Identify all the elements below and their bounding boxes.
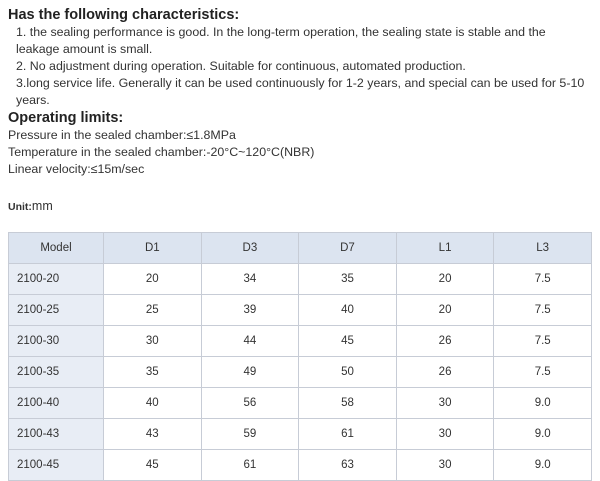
cell-d7: 35	[299, 264, 397, 295]
unit-note	[8, 199, 53, 213]
table-row	[9, 357, 592, 388]
cell-l1: 20	[396, 264, 494, 295]
characteristics-heading: Has the following characteristics:	[8, 7, 240, 23]
dimensions-table	[8, 232, 592, 481]
cell-l1: 26	[396, 326, 494, 357]
header-model: Model	[9, 233, 104, 264]
table-header-row	[9, 233, 592, 264]
cell-model: 2100-40	[9, 388, 104, 419]
cell-l1: 30	[396, 450, 494, 481]
cell-d3: 44	[201, 326, 299, 357]
unit-value: mm	[31, 199, 53, 213]
cell-d3: 56	[201, 388, 299, 419]
cell-l3: 9.0	[494, 388, 592, 419]
table-row	[9, 295, 592, 326]
table-row	[9, 419, 592, 450]
cell-d1: 25	[104, 295, 202, 326]
cell-model: 2100-30	[9, 326, 104, 357]
cell-d3: 34	[201, 264, 299, 295]
cell-d3: 61	[201, 450, 299, 481]
table-row	[9, 326, 592, 357]
table-body	[9, 264, 592, 481]
cell-d1: 43	[104, 419, 202, 450]
limits-heading: Operating limits:	[8, 110, 124, 126]
cell-l3: 9.0	[494, 450, 592, 481]
cell-model: 2100-45	[9, 450, 104, 481]
cell-l3: 7.5	[494, 326, 592, 357]
cell-l1: 30	[396, 419, 494, 450]
cell-l3: 9.0	[494, 419, 592, 450]
limit-temperature: Temperature in the sealed chamber:-20°C~120°C(NBR)	[8, 145, 315, 159]
cell-d3: 39	[201, 295, 299, 326]
cell-d1: 40	[104, 388, 202, 419]
cell-l3: 7.5	[494, 357, 592, 388]
cell-d1: 35	[104, 357, 202, 388]
limit-velocity: Linear velocity:≤15m/sec	[8, 162, 145, 176]
cell-l3: 7.5	[494, 295, 592, 326]
cell-l3: 7.5	[494, 264, 592, 295]
cell-d7: 45	[299, 326, 397, 357]
cell-l1: 30	[396, 388, 494, 419]
cell-l1: 20	[396, 295, 494, 326]
characteristic-item-2: 2. No adjustment during operation. Suitable for continuous, automated production.	[16, 59, 466, 73]
cell-model: 2100-20	[9, 264, 104, 295]
characteristic-item-3: 3.long service life. Generally it can be used continuously for 1-2 years, and special can be used for 5-10 years.	[16, 76, 585, 107]
cell-d7: 50	[299, 357, 397, 388]
table-row	[9, 388, 592, 419]
cell-d7: 40	[299, 295, 397, 326]
cell-model: 2100-35	[9, 357, 104, 388]
cell-d7: 61	[299, 419, 397, 450]
table-row	[9, 450, 592, 481]
cell-d7: 63	[299, 450, 397, 481]
cell-d1: 30	[104, 326, 202, 357]
header-l1: L1	[396, 233, 494, 264]
cell-d7: 58	[299, 388, 397, 419]
cell-model: 2100-43	[9, 419, 104, 450]
cell-l1: 26	[396, 357, 494, 388]
cell-d1: 20	[104, 264, 202, 295]
table-row	[9, 264, 592, 295]
unit-label: Unit:	[8, 201, 32, 213]
limit-pressure: Pressure in the sealed chamber:≤1.8MPa	[8, 128, 236, 142]
cell-d1: 45	[104, 450, 202, 481]
header-d7: D7	[299, 233, 397, 264]
header-d1: D1	[104, 233, 202, 264]
characteristic-item-1: 1. the sealing performance is good. In the long-term operation, the sealing state is stable and the leakage amount is small.	[16, 25, 546, 56]
cell-d3: 59	[201, 419, 299, 450]
cell-d3: 49	[201, 357, 299, 388]
header-l3: L3	[494, 233, 592, 264]
cell-model: 2100-25	[9, 295, 104, 326]
spec-text	[0, 0, 600, 178]
header-d3: D3	[201, 233, 299, 264]
